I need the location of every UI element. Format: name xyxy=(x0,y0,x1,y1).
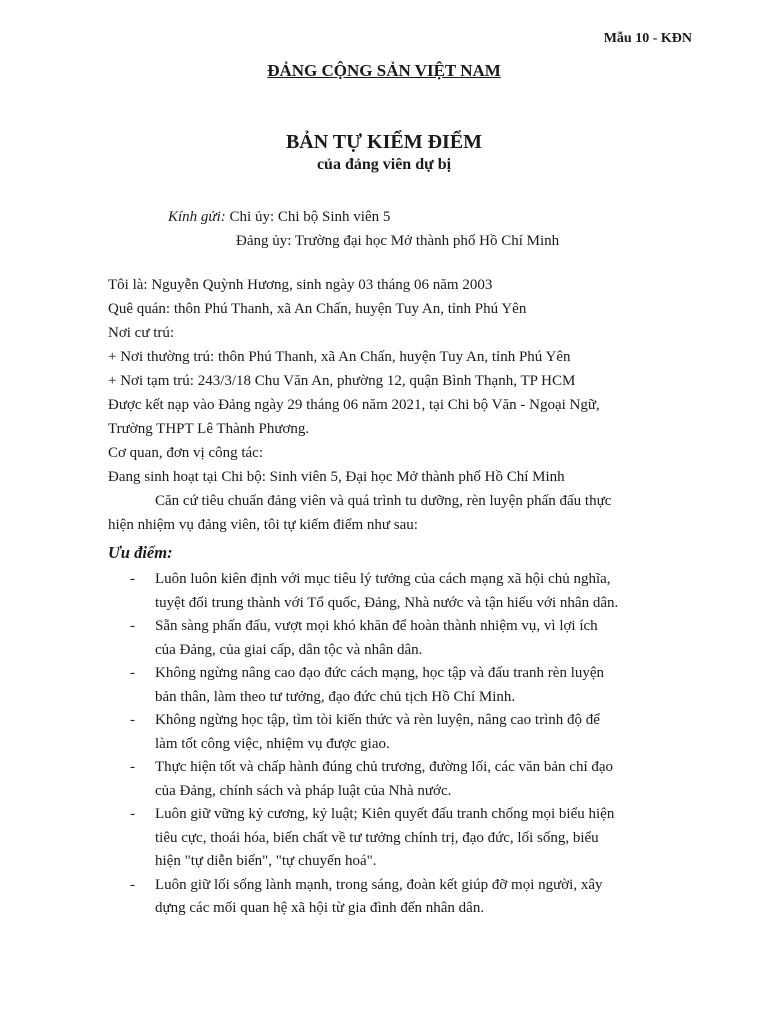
info-permanent-address: + Nơi thường trú: thôn Phú Thanh, xã An Chấn, huyện Tuy An, tỉnh Phú Yên xyxy=(108,349,571,365)
intro-paragraph-line-1: Căn cứ tiêu chuẩn đảng viên và quá trình tu dưỡng, rèn luyện phấn đấu thực xyxy=(155,493,612,509)
bullet-dash: - xyxy=(130,876,135,893)
bullet-dash: - xyxy=(130,806,135,822)
strengths-heading: Ưu điểm: xyxy=(108,543,173,562)
info-residence-label: Nơi cư trú: xyxy=(108,325,175,341)
list-item: - Thực hiện tốt và chấp hành đúng chủ trương, đường lối, các văn bản chỉ đạo của Đảng, chính sách và pháp luật của Nhà nước. xyxy=(108,756,708,803)
bullet-dash: - xyxy=(130,571,135,587)
document-subtitle: của đảng viên dự bị xyxy=(316,156,452,173)
bullet-dash: - xyxy=(130,712,135,728)
bullet-dash: - xyxy=(130,665,135,681)
form-code: Mẫu 10 - KĐN xyxy=(603,31,692,46)
bullet-dash: - xyxy=(130,759,135,775)
intro-paragraph-line-2: hiện nhiệm vụ đảng viên, tôi tự kiểm điểm như sau: xyxy=(108,517,418,533)
bullet-dash: - xyxy=(130,618,135,634)
info-name-dob: Tôi là: Nguyễn Quỳnh Hương, sinh ngày 03 tháng 06 năm 2003 xyxy=(108,277,493,293)
salutation-label: Kính gửi: xyxy=(168,209,226,225)
recipient-dang-uy: Đảng ủy: Trường đại học Mở thành phố Hồ Chí Minh xyxy=(236,233,560,249)
list-item: - Không ngừng học tập, tìm tòi kiến thức và rèn luyện, nâng cao trình độ để làm tốt công việc, nhiệm vụ được giao. xyxy=(108,709,708,756)
info-cell: Đang sinh hoạt tại Chi bộ: Sinh viên 5, Đại học Mở thành phố Hồ Chí Minh xyxy=(108,469,565,485)
info-admission: Được kết nạp vào Đảng ngày 29 tháng 06 năm 2021, tại Chi bộ Văn - Ngoại Ngữ, xyxy=(108,397,600,413)
recipient-chi-uy: Chi ủy: Chi bộ Sinh viên 5 xyxy=(229,209,391,225)
info-hometown: Quê quán: thôn Phú Thanh, xã An Chấn, huyện Tuy An, tỉnh Phú Yên xyxy=(108,301,527,317)
list-item: - Luôn giữ vững kỷ cương, kỷ luật; Kiên quyết đấu tranh chống mọi biểu hiện tiêu cực, thoái hóa, biến chất về tư tưởng chính trị, đạo đức, lối sống, biểu hiện "tự diễn biến", "tự chuyển hoá". xyxy=(108,803,708,874)
list-item: - Luôn giữ lối sống lành mạnh, trong sáng, đoàn kết giúp đỡ mọi người, xây dựng các mối quan hệ xã hội từ gia đình đến nhân dân. xyxy=(108,874,708,921)
info-admission-school: Trường THPT Lê Thành Phương. xyxy=(108,421,310,437)
salutation-line-1 xyxy=(168,206,390,229)
list-item: - Luôn luôn kiên định với mục tiêu lý tưởng của cách mạng xã hội chủ nghĩa, tuyệt đối trung thành với Tổ quốc, Đảng, Nhà nước và tận hiếu với nhân dân. xyxy=(108,568,708,615)
info-workplace-label: Cơ quan, đơn vị công tác: xyxy=(108,445,264,461)
list-item: - Sẵn sàng phấn đấu, vượt mọi khó khăn để hoàn thành nhiệm vụ, vì lợi ích của Đảng, của giai cấp, dân tộc và nhân dân. xyxy=(108,615,708,662)
strengths-list xyxy=(108,568,708,921)
info-temporary-address: + Nơi tạm trú: 243/3/18 Chu Văn An, phường 12, quận Bình Thạnh, TP HCM xyxy=(108,373,576,389)
document-title: BẢN TỰ KIỂM ĐIỂM xyxy=(285,131,483,153)
party-name-heading: ĐẢNG CỘNG SẢN VIỆT NAM xyxy=(267,61,501,80)
list-item: - Không ngừng nâng cao đạo đức cách mạng, học tập và đấu tranh rèn luyện bản thân, làm theo tư tưởng, đạo đức chủ tịch Hồ Chí Minh. xyxy=(108,662,708,709)
